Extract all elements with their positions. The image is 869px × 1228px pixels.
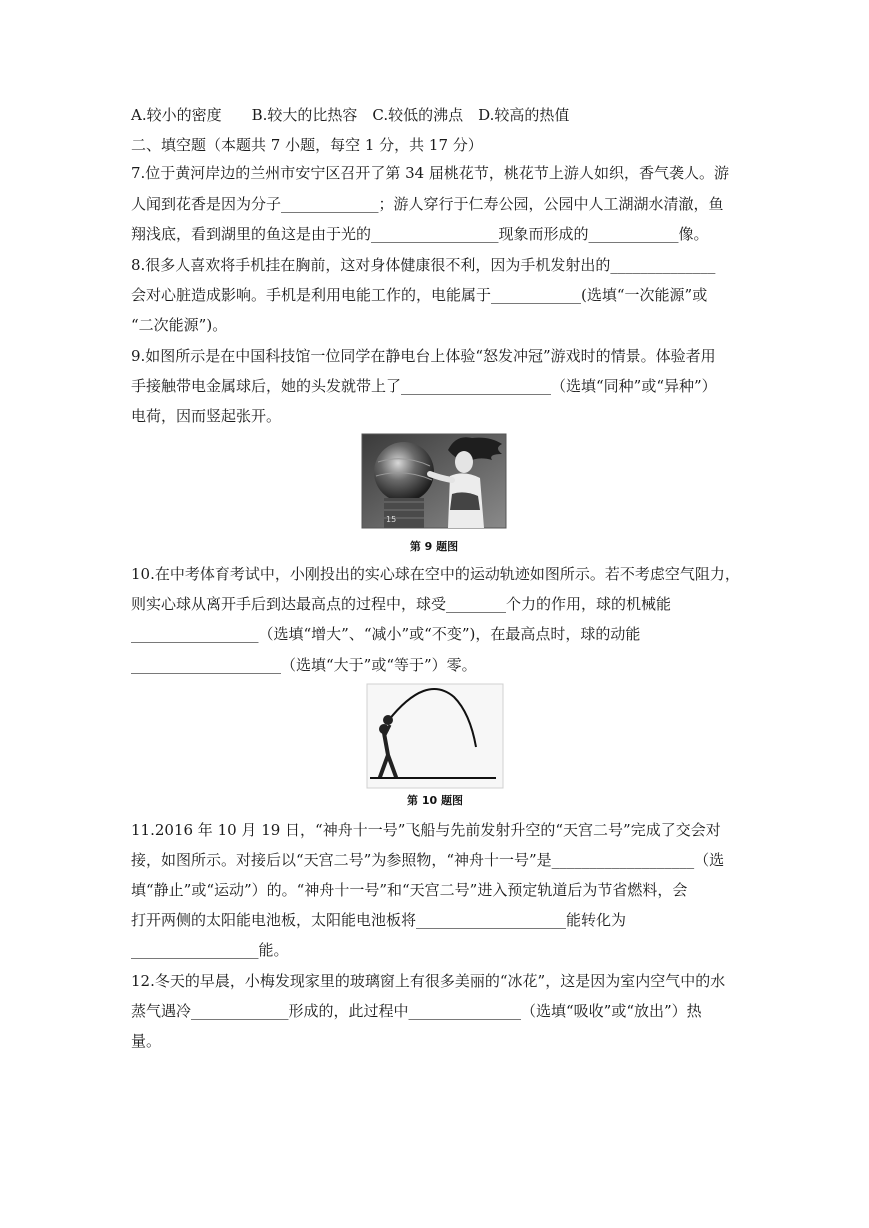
q8-line-3: “二次能源”)。 (131, 316, 228, 334)
metal-sphere (374, 442, 434, 502)
q9-line-2: 手接触带电金属球后，她的头发就带上了____________________（选填“同种”或“异种”） (131, 377, 717, 395)
q10-line-2: 则实心球从离开手后到达最高点的过程中，球受________个力的作用，球的机械能 (131, 595, 672, 613)
q10-line-4: ____________________（选填“大于”或“等于”）零。 (131, 656, 477, 674)
q11-line-3: 填“静止”或“运动”）的。“神舟十一号”和“天宫二号”进入预定轨道后为节省燃料，会 (131, 881, 688, 899)
q11-line-1: 11.2016 年 10 月 19 日，“神舟十一号”飞船与先前发射升空的“天宫二号”完成了交会对 (131, 821, 721, 839)
q9-line-3: 电荷，因而竖起张开。 (131, 407, 282, 425)
static-electricity-photo (362, 434, 506, 528)
q10-line-3: _________________（选填“增大”、“减小”或“不变”)，在最高点时，球的动能 (131, 625, 641, 643)
q6-options: A.较小的密度 B.较大的比热容 C.较低的沸点 D.较高的热值 (131, 106, 570, 124)
q8-line-2: 会对心脏造成影响。手机是利用电能工作的，电能属于____________(选填“一次能源”或 (131, 286, 708, 304)
q11-line-4: 打开两侧的太阳能电池板，太阳能电池板将____________________能转化为 (131, 911, 627, 929)
q12-line-3: 量。 (131, 1032, 162, 1050)
q11-line-5: _________________能。 (131, 941, 289, 959)
figure-q10-caption: 第 10 题图 (407, 794, 463, 807)
girl-face (455, 451, 473, 473)
figure-q10 (366, 683, 504, 809)
q7-line-3: 翔浅底，看到湖里的鱼这是由于光的_________________现象而形成的____________像。 (131, 225, 709, 243)
section-heading: 二、填空题（本题共 7 小题，每空 1 分，共 17 分） (131, 136, 483, 154)
figure-q9-caption: 第 9 题图 (409, 540, 459, 553)
figure-q9 (360, 432, 508, 556)
q10-line-1: 10.在中考体育考试中，小刚投出的实心球在空中的运动轨迹如图所示。若不考虑空气阻力， (131, 565, 740, 583)
q12-line-1: 12.冬天的早晨，小梅发现家里的玻璃窗上有很多美丽的“冰花”，这是因为室内空气中的水 (131, 972, 726, 990)
q9-line-1: 9.如图所示是在中国科技馆一位同学在静电台上体验“怒发冲冠”游戏时的情景。体验者用 (131, 347, 716, 365)
q7-line-1: 7.位于黄河岸边的兰州市安宁区召开了第 34 届桃花节，桃花节上游人如织，香气袭人。游 (131, 164, 729, 182)
photo-number: 15 (386, 515, 397, 524)
q11-line-2: 接，如图所示。对接后以“天宫二号”为参照物，“神舟十一号”是___________________（选 (131, 851, 725, 869)
q8-line-1: 8.很多人喜欢将手机挂在胸前，这对身体健康很不利，因为手机发射出的______________ (131, 256, 716, 274)
q7-line-2: 人闻到花香是因为分子_____________；游人穿行于仁寿公园，公园中人工湖湖水清澈，鱼 (131, 195, 724, 213)
q12-line-2: 蒸气遇冷_____________形成的，此过程中_______________（选填“吸收”或“放出”）热 (131, 1002, 702, 1020)
